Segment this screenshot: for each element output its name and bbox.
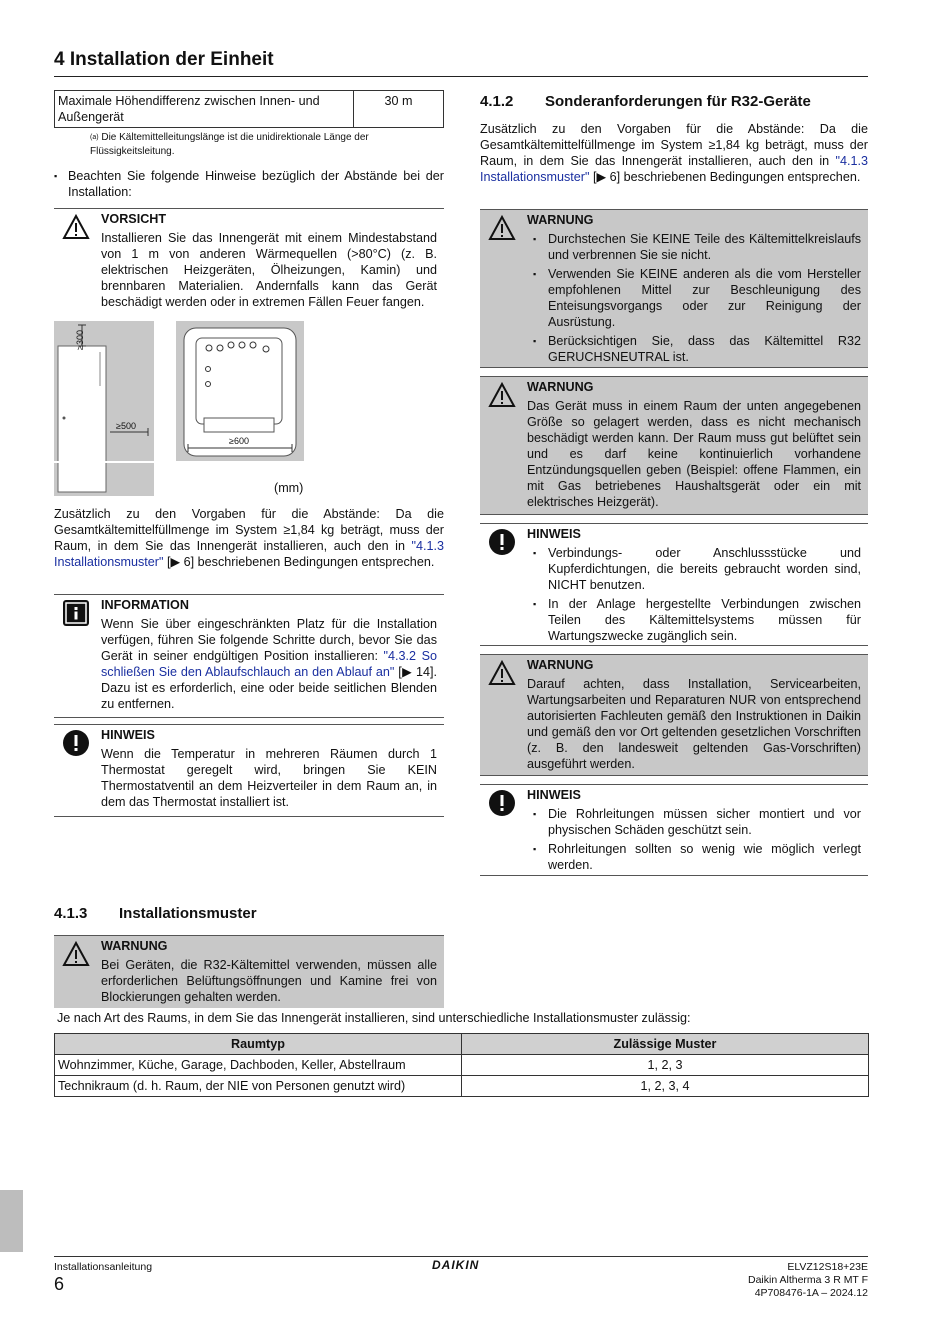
- room-table-header: Zulässige Muster: [462, 1034, 869, 1055]
- chapter-rule: [54, 76, 868, 77]
- sec-412-title: Sonderanforderungen für R32-Geräte: [545, 93, 811, 110]
- list-item: ▪ Berücksichtigen Sie, dass das Kältemittel R32 GERUCHSNEUTRAL ist.: [527, 333, 861, 365]
- info-icon: [62, 599, 90, 627]
- information-after: [▶ 14]. Dazu ist es erforderlich, eine oder beide seitlichen Blenden zu entfernen.: [101, 665, 437, 711]
- warnung-1-body: [527, 231, 861, 368]
- left-paragraph-before: Zusätzlich zu den Vorgaben für die Abstände: Da die Gesamtkältemittelfüllmenge im System ≥1,84 kg beträgt, muss der Raum, in dem Sie das Innengerät installieren, auch den in: [54, 507, 444, 553]
- information-before: Wenn Sie über eingeschränkten Platz für die Installation verfügen, führen Sie folgende Schritte durch, bevor Sie das Gerät in seiner endgültigen Position installieren:: [101, 617, 437, 663]
- warnung-2-box: [480, 376, 868, 515]
- vorsicht-box: [54, 208, 444, 314]
- height-table-label: Maximale Höhendifferenz zwischen Innen- und Außengerät: [55, 91, 354, 128]
- right-paragraph-before: Zusätzlich zu den Vorgaben für die Abstände: Da die Gesamtkältemittelfüllmenge im System ≥1,84 kg beträgt, muss der Raum, in dem Sie das Innengerät installieren, auch den in: [480, 122, 868, 168]
- hinweis-3-body: [527, 806, 861, 876]
- height-table: [54, 90, 444, 128]
- page-number: 6: [54, 1274, 65, 1294]
- chapter-title: 4 Installation der Einheit: [54, 49, 274, 70]
- bullet-intro-text: Beachten Sie folgende Hinweise bezüglich der Abstände bei der Installation:: [68, 169, 444, 199]
- footer-right: [748, 1261, 868, 1300]
- list-item: ▪ Die Rohrleitungen müssen sicher montiert und vor physischen Schäden geschützt sein.: [527, 806, 861, 838]
- link-ablaufschlauch[interactable]: "4.3.2 So schließen Sie den Ablaufschlauch an den Ablauf an": [101, 649, 437, 679]
- warnung-3-box: [480, 654, 868, 776]
- table-cell: 1, 2, 3: [462, 1055, 869, 1076]
- room-table: [54, 1033, 869, 1097]
- warnung-4-title: WARNUNG: [101, 939, 168, 953]
- footnote: [90, 131, 440, 159]
- warnung-1-box: [480, 209, 868, 368]
- daikin-logo: DAIKIN: [432, 1258, 480, 1272]
- sec-413-title: Installationsmuster: [119, 905, 257, 922]
- link-installationsmuster[interactable]: "4.1.3 Installationsmuster": [54, 539, 444, 569]
- right-paragraph: [480, 121, 868, 185]
- table-cell: Wohnzimmer, Küche, Garage, Dachboden, Keller, Abstellraum: [55, 1055, 462, 1076]
- list-item: ▪ Verbindungs- oder Anschlussstücke und Kupferdichtungen, die bereits gebraucht worden sind, NICHT benutzen.: [527, 545, 861, 593]
- footer-model: ELVZ12S18+23E: [787, 1261, 868, 1273]
- left-paragraph: [54, 506, 444, 570]
- vorsicht-text: Installieren Sie das Innengerät mit einem Mindestabstand von 1 m von anderen Wärmequellen (>80°C) (z. B. elektrischen Heizgeräten, Ölheizungen, Kamin) und brennbaren Materialien. Andernfalls kann das Gerät beschädigt werden oder in extremen Fällen Feuer fangen.: [101, 231, 437, 309]
- warning-triangle-icon: [488, 214, 516, 242]
- dim-side-label: ≥500: [116, 421, 136, 431]
- hinweis-2-title: HINWEIS: [527, 527, 581, 541]
- warnung-4-box: [54, 935, 444, 1008]
- table-cell: 1, 2, 3, 4: [462, 1076, 869, 1097]
- hinweis-2-body: [527, 545, 861, 647]
- sec-413-num: 4.1.3: [54, 905, 88, 922]
- footer-product: Daikin Altherma 3 R MT F: [747, 1274, 868, 1286]
- list-item: ▪ In der Anlage hergestellte Verbindungen zwischen Teilen des Kältemittelsystems müssen für Wartungszwecke zugänglich sein.: [527, 596, 861, 644]
- height-table-value: 30 m: [354, 91, 444, 128]
- footnote-marker: (a): [90, 134, 99, 141]
- clearance-figure: [54, 318, 314, 498]
- warnung-1-title: WARNUNG: [527, 213, 594, 227]
- list-item: ▪ Verwenden Sie KEINE anderen als die vom Hersteller empfohlenen Mittel zur Beschleunigung des Enteisungsvorgangs oder zur Reinigung der Ausrüstung.: [527, 266, 861, 330]
- warning-triangle-icon: [62, 213, 90, 241]
- dim-top-label: ≥300: [75, 330, 85, 350]
- sidebar-tab: [0, 1190, 23, 1252]
- information-text: [101, 616, 437, 712]
- warnung-4-text: Bei Geräten, die R32-Kältemittel verwenden, müssen alle erforderlichen Belüftungsöffnungen und Kamine frei von Blockierungen gehalten werden.: [101, 958, 437, 1004]
- hinweis-3-box: [480, 784, 868, 876]
- footer-ref: 4P708476-1A – 2024.12: [754, 1287, 868, 1299]
- hinweis-left-text: Wenn die Temperatur in mehreren Räumen durch 1 Thermostat geregelt wird, bringen Sie KEIN Thermostatventil an dem Heizverteiler in dem Raum an, in dem das Thermostat installiert ist.: [101, 747, 437, 809]
- table-cell: Technikraum (d. h. Raum, der NIE von Personen genutzt wird): [55, 1076, 462, 1097]
- warning-triangle-icon: [488, 659, 516, 687]
- hinweis-3-title: HINWEIS: [527, 788, 581, 802]
- link-installationsmuster-right[interactable]: "4.1.3 Installationsmuster": [480, 154, 868, 184]
- room-intro: Je nach Art des Raums, in dem Sie das Innengerät installieren, sind unterschiedliche Installationsmuster zulässig:: [57, 1011, 691, 1025]
- footnote-text: Die Kältemittelleitungslänge ist die unidirektionale Länge der Flüssigkeitsleitung.: [90, 132, 369, 157]
- exclamation-circle-icon: [488, 528, 516, 556]
- sec-412-heading: [480, 93, 811, 111]
- bullet-square-icon: ▪: [54, 171, 58, 181]
- vorsicht-title: VORSICHT: [101, 212, 167, 226]
- dim-front-label: ≥600: [229, 436, 249, 446]
- warnung-2-title: WARNUNG: [527, 380, 594, 394]
- sec-412-num: 4.1.2: [480, 93, 514, 110]
- footer-doc-type: Installationsanleitung: [54, 1261, 153, 1273]
- table-row: [55, 1076, 869, 1097]
- list-item: ▪ Durchstechen Sie KEINE Teile des Kältemittelkreislaufs und verbrennen Sie sie nicht.: [527, 231, 861, 263]
- warnung-3-title: WARNUNG: [527, 658, 594, 672]
- warning-triangle-icon: [62, 940, 90, 968]
- warning-triangle-icon: [488, 381, 516, 409]
- right-paragraph-after: [▶ 6] beschriebenen Bedingungen entsprechen.: [589, 170, 861, 184]
- left-paragraph-after: [▶ 6] beschriebenen Bedingungen entsprechen.: [163, 555, 435, 569]
- hinweis-left-box: [54, 724, 444, 817]
- table-row: [55, 1055, 869, 1076]
- room-table-header: Raumtyp: [55, 1034, 462, 1055]
- hinweis-left-title: HINWEIS: [101, 728, 155, 742]
- hinweis-2-box: [480, 523, 868, 646]
- warnung-3-text: Darauf achten, dass Installation, Servicearbeiten, Wartungsarbeiten und Reparaturen NUR von entsprechend autorisierten Fachleuten gemäß den Instruktionen in Daikin und gemäß den vor Ort geltenden gesetzlichen Vorschriften (z. B. den landesweit geltenden Gas-Vorschriften) ausgeführt werden.: [527, 677, 861, 771]
- warnung-2-text: Das Gerät muss in einem Raum der unten angegebenen Größe so gelagert werden, dass es nicht mechanisch beschädigt werden kann. Der Raum muss gut belüftet sein und es darf keine kontinuierlich vorhandene Entzündungsquellen geben (Beispiel: offene Flammen, ein mit Gas betriebenes Haushaltsgerät oder ein mit elektrisches Heizgerät).: [527, 399, 861, 509]
- list-item: ▪ Rohrleitungen sollten so wenig wie möglich verlegt werden.: [527, 841, 861, 873]
- information-title: INFORMATION: [101, 598, 189, 612]
- exclamation-circle-icon: [62, 729, 90, 757]
- sec-413-heading: [54, 905, 257, 923]
- footer-rule: [54, 1256, 868, 1257]
- information-box: [54, 594, 444, 718]
- bullet-intro: [54, 168, 444, 200]
- exclamation-circle-icon: [488, 789, 516, 817]
- figure-unit: (mm): [274, 481, 304, 495]
